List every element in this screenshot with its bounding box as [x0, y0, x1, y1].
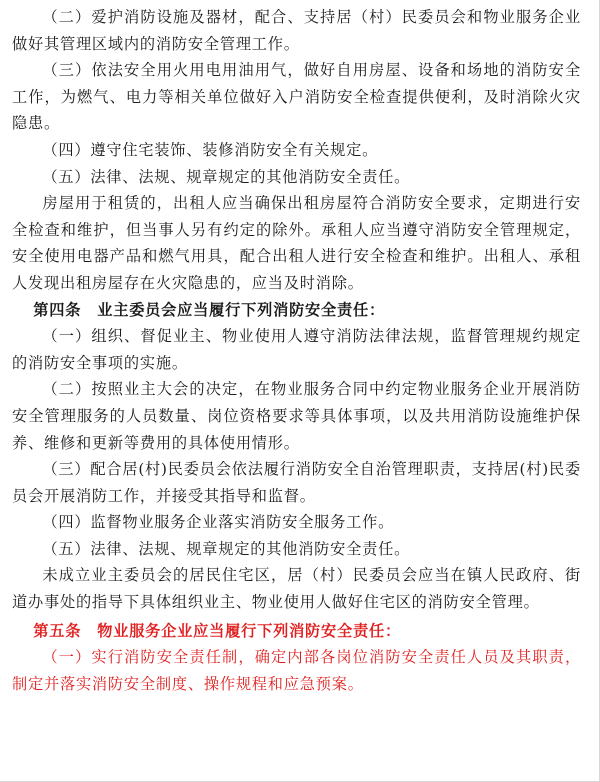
paragraph-2-3: （三）依法安全用火用电用油用气，做好自用房屋、设备和场地的消防安全工作，为燃气、电力等相关单位做好入户消防安全检查提供便利，及时消除火灾隐患。: [12, 61, 581, 133]
paragraph-4-5: （五）法律、法规、规章规定的其他消防安全责任。: [42, 539, 411, 558]
paragraph-5-1: （一）实行消防安全责任制，确定内部各岗位消防安全责任人员及其职责，制定并落实消防安全制度、操作规程和应急预案。: [12, 648, 581, 693]
paragraph-2-2: （二）爱护消防设施及器材，配合、支持居（村）民委员会和物业服务企业做好其管理区域内的消防安全管理工作。: [12, 8, 581, 53]
paragraph-no-committee: 未成立业主委员会的居民住宅区，居（村）民委员会应当在镇人民政府、街道办事处的指导下具体组织业主、物业使用人做好住宅区的消防安全管理。: [12, 566, 581, 612]
paragraph-4-3: （三）配合居(村)民委员会依法履行消防安全自治管理职责，支持居(村)民委员会开展消防工作，并接受其指导和监督。: [12, 460, 581, 505]
paragraph-2-5: （五）法律、法规、规章规定的其他消防安全责任。: [42, 167, 411, 186]
paragraph-2-4: （四）遵守住宅装饰、装修消防安全有关规定。: [42, 140, 379, 159]
paragraph-4-2: （二）按照业主大会的决定，在物业服务合同中约定物业服务企业开展消防安全管理服务的人员数量、岗位资格要求等具体事项，以及共用消防设施维护保养、维修和更新等费用的具体使用情形。: [12, 380, 581, 452]
paragraph-4-1: （一）组织、督促业主、物业使用人遵守消防法律法规，监督管理规约规定的消防安全事项的实施。: [12, 327, 581, 372]
article-4-heading: 第四条 业主委员会应当履行下列消防安全责任：: [33, 300, 385, 319]
paragraph-4-4: （四）监督物业服务企业落实消防安全服务工作。: [42, 513, 395, 532]
article-5-heading: 第五条 物业服务企业应当履行下列消防安全责任：: [33, 621, 401, 640]
paragraph-rental: 房屋用于租赁的，出租人应当确保出租房屋符合消防安全要求，定期进行安全检查和维护，但当事人另有约定的除外。承租人应当遵守消防安全管理规定，安全使用电器产品和燃气用具，配合出租人进行安全检查和维护。出租人、承租人发现出租房屋存在火灾隐患的，应当及时消除。: [12, 194, 581, 292]
